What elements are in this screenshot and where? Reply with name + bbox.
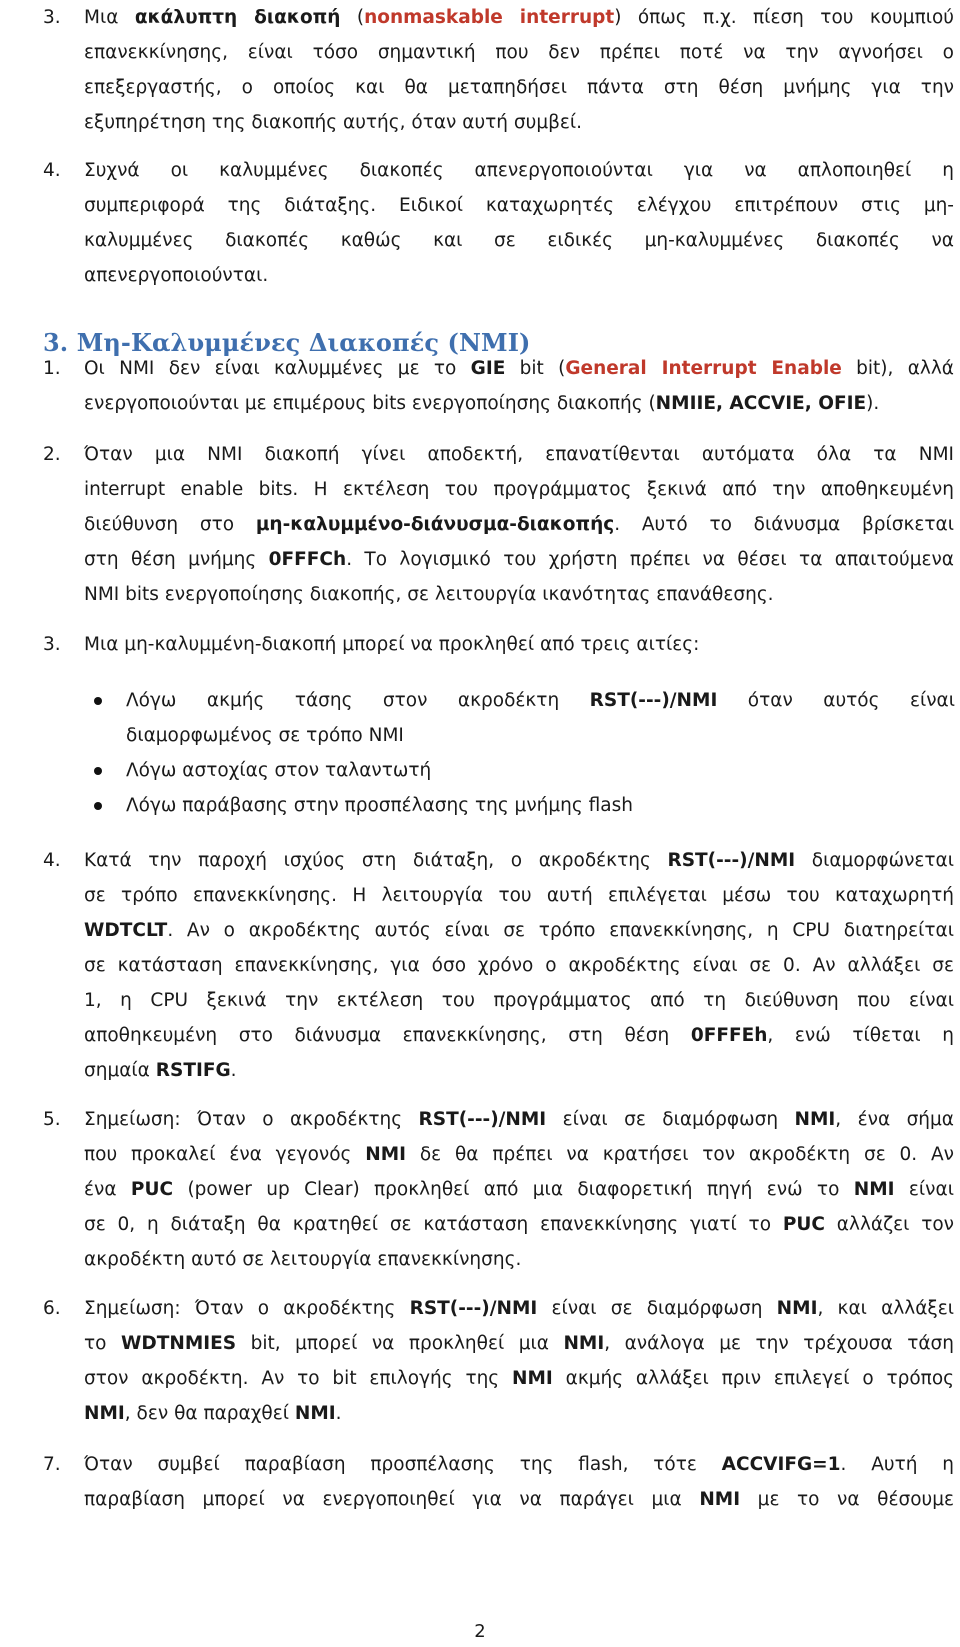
bullet-icon [94,697,102,705]
text-line: ένα PUC (power up Clear) προκληθεί από μια διαφορετική πηγή ενώ το NMI είναι [84,1179,954,1200]
text-line: Μια ακάλυπτη διακοπή (nonmaskable interrupt) όπως π.χ. πίεση του κουμπιού [84,7,954,28]
text-line: παραβίαση μπορεί να ενεργοποιηθεί για να παράγει μια NMI με το να θέσουμε [84,1489,954,1510]
text-line: Λόγω παράβασης στην προσπέλασης της μνήμης flash [126,795,633,816]
item-number: 3. [43,7,61,28]
text-line: σε 0, η διάταξη θα κρατηθεί σε κατάσταση επανεκκίνησης γιατί το PUC αλλάζει τον [84,1214,954,1235]
text-line: που προκαλεί ένα γεγονός NMI δε θα πρέπει να κρατήσει τον ακροδέκτη σε 0. Αν [84,1144,954,1165]
nmi-item-3 [43,627,955,662]
text-line: Όταν μια NMI διακοπή γίνει αποδεκτή, επανατίθενται αυτόματα όλα τα NMI [84,444,954,465]
text-line: στη θέση μνήμης 0FFFCh. Το λογισμικό του χρήστη πρέπει να θέσει τα απαιτούμενα [84,549,954,570]
text-line: εξυπηρέτηση της διακοπής αυτής, όταν αυτή συμβεί. [84,112,583,133]
item-number: 3. [43,634,61,655]
nmi-item-7 [43,1447,955,1517]
item-number: 5. [43,1109,61,1130]
text-line: συμπεριφορά της διάταξης. Ειδικοί καταχωρητές ελέγχου επιτρέπουν στις μη- [84,195,954,216]
text-line: αποθηκευμένη στο διάνυσμα επανεκκίνησης, στη θέση 0FFFEh, ενώ τίθεται η [84,1025,954,1046]
list-item-3-top [43,0,955,140]
text-line: Μια μη-καλυμμένη-διακοπή μπορεί να προκληθεί από τρεις αιτίες: [84,634,700,655]
text-line: Λόγω ακμής τάσης στον ακροδέκτη RST(---)/NMI όταν αυτός είναι [126,690,956,711]
nmi-item-1 [43,351,955,421]
text-line: ακροδέκτη αυτό σε λειτουργία επανεκκίνησης. [84,1249,522,1270]
text-line: Σημείωση: Όταν ο ακροδέκτης RST(---)/NMI είναι σε διαμόρφωση NMI, ένα σήμα [84,1109,954,1130]
list-item-4-top [43,153,955,293]
text-line: επεξεργαστής, ο οποίος και θα μεταπηδήσει πάντα στη θέση μνήμης για την [84,77,954,98]
page-number: 2 [474,1621,486,1642]
text-line: 1, η CPU ξεκινά την εκτέλεση του προγράμματος από τη διεύθυνση που είναι [84,990,954,1011]
list-item [86,753,955,788]
text-line: WDTCLT. Αν ο ακροδέκτης αυτός είναι σε τρόπο επανεκκίνησης, η CPU διατηρείται [84,920,954,941]
text-line: NMI, δεν θα παραχθεί NMI. [84,1403,342,1424]
nmi-item-5 [43,1102,955,1277]
nmi-item-6 [43,1291,955,1431]
item-number: 1. [43,358,61,379]
item-number: 4. [43,850,61,871]
text-line: Κατά την παροχή ισχύος στη διάταξη, ο ακροδέκτης RST(---)/NMI διαμορφώνεται [84,850,955,871]
text-line: απενεργοποιούνται. [84,265,269,286]
item-number: 6. [43,1298,61,1319]
section-heading: 3. Μη-Καλυμμένες Διακοπές (NMI) [43,328,531,357]
text-line: ενεργοποιούνται με επιμέρους bits ενεργοποίησης διακοπής (NMIIE, ACCVIE, OFIE). [84,393,880,414]
nmi-item-4 [43,843,955,1088]
text-line: Συχνά οι καλυμμένες διακοπές απενεργοποιούνται για να απλοποιηθεί η [84,160,954,181]
text-line: Σημείωση: Όταν ο ακροδέκτης RST(---)/NMI είναι σε διαμόρφωση NMI, και αλλάξει [84,1298,954,1319]
bullet-icon [94,802,102,810]
list-item [86,683,955,753]
item-number: 2. [43,444,61,465]
text-line: το WDTNMIES bit, μπορεί να προκληθεί μια NMI, ανάλογα με την τρέχουσα τάση [84,1333,955,1354]
text-line: επανεκκίνησης, είναι τόσο σημαντική που δεν πρέπει ποτέ να την αγνοήσει ο [84,42,954,63]
text-line: Όταν συμβεί παραβίαση προσπέλασης της flash, τότε ACCVIFG=1. Αυτή η [84,1454,954,1475]
list-item [86,788,955,823]
text-line: Οι NMI δεν είναι καλυμμένες με το GIE bit (General Interrupt Enable bit), αλλά [84,358,954,379]
item-number: 4. [43,160,61,181]
item-number: 7. [43,1454,61,1475]
text-line: Λόγω αστοχίας στον ταλαντωτή [126,760,432,781]
nmi-item-2 [43,437,955,612]
text-line: σε τρόπο επανεκκίνησης. Η λειτουργία του αυτή επιλέγεται μέσω του καταχωρητή [84,885,954,906]
text-line: στον ακροδέκτη. Αν το bit επιλογής της NMI ακμής αλλάξει πριν επιλεγεί ο τρόπος [84,1368,954,1389]
text-line: interrupt enable bits. Η εκτέλεση του προγράμματος ξεκινά από την αποθηκευμένη [84,479,954,500]
text-line: καλυμμένες διακοπές καθώς και σε ειδικές μη-καλυμμένες διακοπές να [84,230,954,251]
bullet-icon [94,767,102,775]
text-line: NMI bits ενεργοποίησης διακοπής, σε λειτουργία ικανότητας επανάθεσης. [84,584,774,605]
cause-list [86,683,955,823]
text-line: διεύθυνση στο μη-καλυμμένο-διάνυσμα-διακοπής. Αυτό το διάνυσμα βρίσκεται [84,514,954,535]
text-line: σημαία RSTIFG. [84,1060,237,1081]
text-line: διαμορφωμένος σε τρόπο NMI [126,725,404,746]
text-line: σε κατάσταση επανεκκίνησης, για όσο χρόνο ο ακροδέκτης είναι σε 0. Αν αλλάξει σε [84,955,954,976]
